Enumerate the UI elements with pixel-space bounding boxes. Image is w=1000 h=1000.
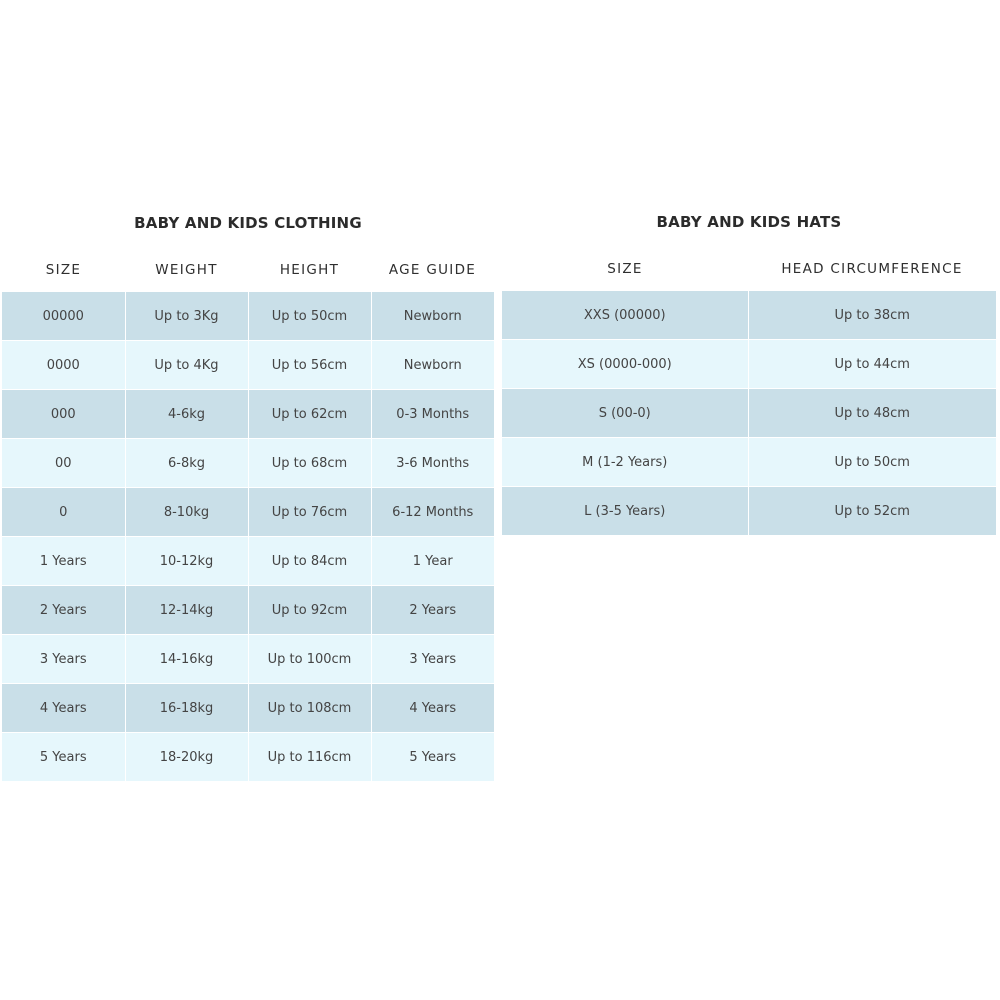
clothing-cell-age-guide: Newborn	[371, 292, 494, 341]
clothing-cell-age-guide: Newborn	[371, 341, 494, 390]
table-row	[2, 586, 494, 635]
clothing-cell-size: 00000	[2, 292, 125, 341]
hats-cell-size: XS (0000-000)	[502, 340, 748, 389]
clothing-size-table	[2, 248, 494, 782]
clothing-cell-size: 5 Years	[2, 733, 125, 782]
clothing-cell-height: Up to 68cm	[248, 439, 371, 488]
hats-table-title: BABY AND KIDS HATS	[656, 213, 842, 231]
clothing-cell-height: Up to 100cm	[248, 635, 371, 684]
clothing-cell-size: 2 Years	[2, 586, 125, 635]
table-row	[2, 635, 494, 684]
clothing-cell-size: 000	[2, 390, 125, 439]
table-row	[502, 389, 996, 438]
table-row	[2, 341, 494, 390]
clothing-cell-age-guide: 6-12 Months	[371, 488, 494, 537]
hats-header-row	[502, 247, 996, 291]
clothing-cell-age-guide: 3-6 Months	[371, 439, 494, 488]
clothing-header-weight: WEIGHT	[125, 248, 248, 292]
clothing-cell-weight: Up to 3Kg	[125, 292, 248, 341]
clothing-cell-height: Up to 62cm	[248, 390, 371, 439]
hats-cell-head-circumference: Up to 44cm	[748, 340, 996, 389]
clothing-cell-age-guide: 3 Years	[371, 635, 494, 684]
clothing-cell-size: 0	[2, 488, 125, 537]
clothing-cell-weight: 16-18kg	[125, 684, 248, 733]
table-row	[502, 438, 996, 487]
clothing-cell-age-guide: 5 Years	[371, 733, 494, 782]
clothing-cell-weight: 12-14kg	[125, 586, 248, 635]
table-row	[2, 488, 494, 537]
clothing-cell-height: Up to 84cm	[248, 537, 371, 586]
clothing-cell-size: 00	[2, 439, 125, 488]
clothing-cell-weight: 4-6kg	[125, 390, 248, 439]
hats-cell-head-circumference: Up to 52cm	[748, 487, 996, 536]
clothing-header-height: HEIGHT	[248, 248, 371, 292]
clothing-header-row	[2, 248, 494, 292]
clothing-cell-height: Up to 56cm	[248, 341, 371, 390]
table-row	[502, 291, 996, 340]
clothing-cell-weight: 8-10kg	[125, 488, 248, 537]
clothing-cell-height: Up to 50cm	[248, 292, 371, 341]
clothing-cell-size: 1 Years	[2, 537, 125, 586]
clothing-cell-age-guide: 0-3 Months	[371, 390, 494, 439]
clothing-cell-height: Up to 108cm	[248, 684, 371, 733]
clothing-cell-weight: 6-8kg	[125, 439, 248, 488]
clothing-cell-size: 0000	[2, 341, 125, 390]
clothing-cell-weight: 18-20kg	[125, 733, 248, 782]
hats-cell-size: L (3-5 Years)	[502, 487, 748, 536]
clothing-cell-weight: 14-16kg	[125, 635, 248, 684]
hats-header-size: SIZE	[502, 247, 748, 291]
hats-cell-size: M (1-2 Years)	[502, 438, 748, 487]
table-row	[2, 439, 494, 488]
hats-cell-size: S (00-0)	[502, 389, 748, 438]
hats-cell-head-circumference: Up to 50cm	[748, 438, 996, 487]
hats-cell-size: XXS (00000)	[502, 291, 748, 340]
table-row	[2, 733, 494, 782]
clothing-table-title: BABY AND KIDS CLOTHING	[134, 214, 362, 232]
table-row	[2, 292, 494, 341]
clothing-cell-size: 3 Years	[2, 635, 125, 684]
table-row	[2, 537, 494, 586]
clothing-cell-age-guide: 2 Years	[371, 586, 494, 635]
hats-size-table	[502, 247, 996, 536]
hats-header-head-circumference: HEAD CIRCUMFERENCE	[748, 247, 996, 291]
clothing-cell-height: Up to 76cm	[248, 488, 371, 537]
clothing-cell-weight: 10-12kg	[125, 537, 248, 586]
table-row	[502, 487, 996, 536]
clothing-header-size: SIZE	[2, 248, 125, 292]
clothing-cell-height: Up to 92cm	[248, 586, 371, 635]
table-row	[2, 390, 494, 439]
clothing-header-age-guide: AGE GUIDE	[371, 248, 494, 292]
clothing-cell-age-guide: 1 Year	[371, 537, 494, 586]
clothing-cell-weight: Up to 4Kg	[125, 341, 248, 390]
hats-cell-head-circumference: Up to 48cm	[748, 389, 996, 438]
clothing-cell-age-guide: 4 Years	[371, 684, 494, 733]
table-row	[2, 684, 494, 733]
clothing-cell-height: Up to 116cm	[248, 733, 371, 782]
hats-cell-head-circumference: Up to 38cm	[748, 291, 996, 340]
clothing-cell-size: 4 Years	[2, 684, 125, 733]
table-row	[502, 340, 996, 389]
